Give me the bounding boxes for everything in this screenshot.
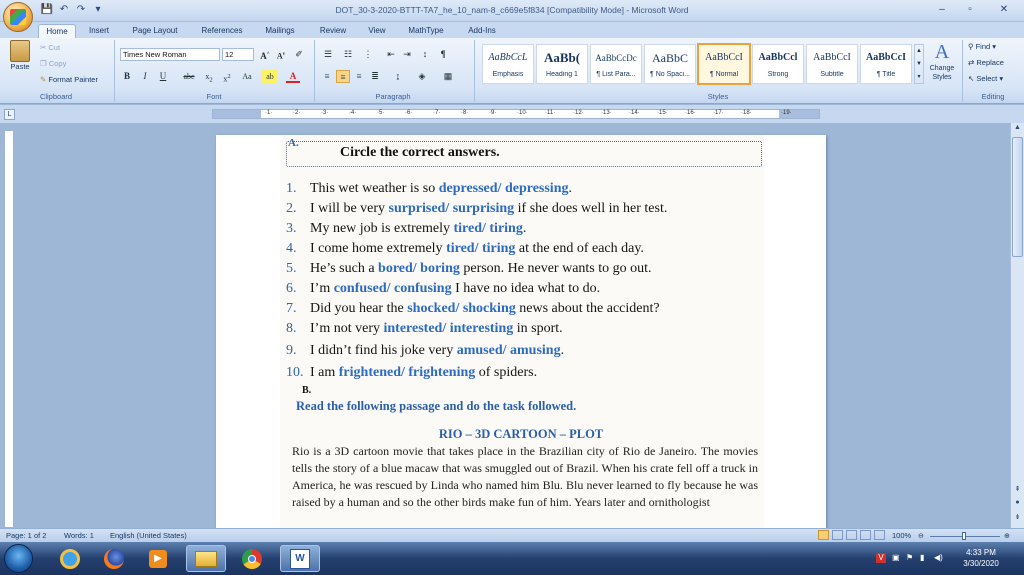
change-case-icon[interactable]: Aa bbox=[242, 72, 252, 81]
strikethrough-icon[interactable]: abc bbox=[183, 72, 195, 81]
font-name-box[interactable]: Times New Roman bbox=[120, 48, 220, 61]
tab-selector[interactable]: L bbox=[4, 109, 15, 120]
borders-icon[interactable]: ▦ bbox=[443, 71, 453, 81]
question-text: This wet weather is so bbox=[310, 181, 439, 196]
question-text: I come home extremely bbox=[310, 241, 447, 256]
question-5 bbox=[286, 261, 652, 277]
separator bbox=[962, 40, 963, 102]
replace-icon: ⇄ bbox=[968, 58, 977, 67]
align-right-icon[interactable]: ≡ bbox=[356, 71, 362, 81]
full-screen-icon[interactable] bbox=[832, 530, 843, 540]
clock-date: 3/30/2020 bbox=[963, 559, 999, 568]
question-text: . bbox=[522, 221, 527, 236]
style-sample: AaBbC bbox=[652, 51, 688, 65]
style-name: Emphasis bbox=[492, 71, 524, 78]
find-button[interactable]: ⚲ Find ▾ bbox=[968, 42, 997, 51]
question-number: 10. bbox=[286, 365, 304, 380]
tab-add-ins[interactable]: Add-Ins bbox=[468, 26, 496, 35]
style-sample: AaBbCcI bbox=[813, 52, 851, 63]
answer-options: depressed/ depressing bbox=[438, 181, 569, 196]
question-number: 3. bbox=[286, 221, 297, 236]
question-number: 9. bbox=[286, 343, 297, 358]
style-name: ¶ List Para... bbox=[596, 71, 636, 78]
style-name: ¶ No Spaci... bbox=[650, 71, 690, 78]
explorer-icon[interactable] bbox=[186, 545, 226, 572]
tab-mailings[interactable]: Mailings bbox=[265, 26, 295, 35]
increase-indent-icon[interactable]: ⇥ bbox=[403, 49, 411, 59]
answer-options: interested/ interesting bbox=[383, 321, 514, 336]
select-button[interactable]: ↖ Select ▾ bbox=[968, 74, 1004, 83]
customize-qat-icon[interactable]: ▾ bbox=[95, 4, 101, 15]
italic-icon[interactable]: I bbox=[143, 71, 147, 81]
question-text: Did you hear the bbox=[310, 301, 408, 316]
question-2 bbox=[286, 201, 667, 217]
line-spacing-icon[interactable]: ↨ bbox=[395, 71, 401, 81]
style-sample: AaBb( bbox=[543, 50, 581, 65]
question-text: He’s such a bbox=[310, 261, 379, 276]
question-text: I will be very bbox=[310, 201, 389, 216]
copy-button[interactable] bbox=[40, 59, 66, 68]
ruler-ticks: ·1· ·2· ·3· ·4· ·5· ·6· ·7· ·8· ·9· ·10· ·11· ·12· ·13· ·14· ·15· ·16· ·17· ·18· ·19· bbox=[265, 110, 792, 116]
format-painter-button[interactable] bbox=[40, 75, 98, 84]
question-text: of spiders. bbox=[475, 365, 538, 380]
passage-title: RIO – 3D CARTOON – PLOT bbox=[438, 427, 604, 441]
print-layout-icon[interactable] bbox=[818, 530, 829, 540]
separator bbox=[114, 40, 115, 102]
tab-view[interactable]: View bbox=[368, 26, 386, 35]
style-name: Strong bbox=[767, 71, 789, 78]
question-text: in sport. bbox=[513, 321, 563, 336]
paragraph-group-label: Paragraph bbox=[375, 92, 411, 101]
answer-options: shocked/ shocking bbox=[407, 301, 516, 316]
binoculars-icon: ⚲ bbox=[968, 42, 976, 51]
change-styles-button[interactable] bbox=[926, 40, 958, 82]
word-icon[interactable]: W bbox=[280, 545, 320, 572]
answer-options: surprised/ surprising bbox=[388, 201, 515, 216]
shrink-font-icon[interactable]: $A^v$ bbox=[276, 51, 286, 61]
clipboard-icon bbox=[10, 40, 30, 62]
copy-icon: ❐ bbox=[40, 59, 49, 68]
question-9 bbox=[286, 343, 564, 359]
redo-icon[interactable]: ↷ bbox=[76, 4, 86, 15]
ie-icon[interactable] bbox=[50, 545, 90, 572]
question-text: if she does well in her test. bbox=[514, 201, 668, 216]
style-sample: AaBbCcI bbox=[865, 52, 906, 63]
question-text: I’m not very bbox=[310, 321, 384, 336]
style-name: Subtitle bbox=[820, 71, 844, 78]
language-indicator[interactable]: English (United States) bbox=[110, 531, 187, 540]
question-text: at the end of each day. bbox=[515, 241, 644, 256]
grow-font-icon[interactable]: A^ bbox=[260, 51, 270, 61]
underline-icon[interactable]: U bbox=[159, 71, 167, 81]
next-page-icon[interactable]: ⇟ bbox=[1014, 514, 1021, 521]
ribbon bbox=[0, 38, 1024, 104]
question-1 bbox=[286, 181, 572, 197]
style-heading-1[interactable] bbox=[536, 44, 588, 84]
copy-label: Copy bbox=[48, 59, 67, 68]
question-number: 1. bbox=[286, 181, 297, 196]
question-number: 2. bbox=[286, 201, 297, 216]
prev-page-icon[interactable]: ⇞ bbox=[1014, 486, 1021, 493]
section-a-title: Circle the correct answers. bbox=[340, 145, 500, 160]
maximize-button[interactable]: ▫ bbox=[968, 4, 972, 15]
passage-text: Rio is a 3D cartoon movie that takes place in the Brazilian city of Rio de Janeiro. The movies tells the story of a blue macaw that was smuggled out of Brazil. When his crate fell off a truck in America, he was rescued by Linda who named him Blu. Blu never learned to fly because he was raised by a human and so the other birds make fun of him. Years later and ornithologist bbox=[292, 444, 758, 509]
web-layout-icon[interactable] bbox=[846, 530, 857, 540]
question-number: 5. bbox=[286, 261, 297, 276]
sort-icon[interactable]: ↕ bbox=[422, 49, 428, 59]
ribbon-tabs bbox=[0, 22, 1024, 38]
scroll-thumb[interactable] bbox=[1012, 137, 1023, 257]
question-text: I have no idea what to do. bbox=[451, 281, 601, 296]
tab-insert[interactable]: Insert bbox=[88, 26, 109, 35]
section-b-letter: B. bbox=[302, 385, 312, 396]
bullets-icon[interactable]: ☰ bbox=[323, 49, 333, 59]
align-center-icon[interactable]: ≡ bbox=[336, 70, 350, 83]
view-buttons[interactable] bbox=[818, 530, 888, 540]
find-label: Find bbox=[975, 42, 991, 51]
scissors-icon: ✂ bbox=[40, 43, 49, 52]
align-left-icon[interactable]: ≡ bbox=[324, 71, 330, 81]
subscript-icon[interactable]: $x_2$ bbox=[205, 72, 213, 84]
question-text: . bbox=[568, 181, 572, 196]
answer-options: frightened/ frightening bbox=[338, 365, 476, 380]
title-bar bbox=[0, 0, 1024, 22]
action-center-icon[interactable]: ⚑ bbox=[906, 553, 914, 562]
browse-object-icon[interactable]: ● bbox=[1015, 499, 1020, 506]
vertical-scrollbar[interactable] bbox=[1010, 123, 1024, 528]
clipboard-group-label: Clipboard bbox=[39, 92, 73, 101]
zoom-out-icon[interactable]: ⊖ bbox=[918, 533, 924, 540]
document-area[interactable] bbox=[14, 123, 1010, 528]
justify-icon[interactable]: ≣ bbox=[371, 71, 379, 81]
zoom-in-icon[interactable]: ⊕ bbox=[1004, 533, 1010, 540]
change-styles-icon: A bbox=[934, 41, 950, 63]
question-text: I didn’t find his joke very bbox=[310, 343, 457, 358]
horizontal-ruler-bar bbox=[0, 105, 1024, 123]
separator bbox=[474, 40, 475, 102]
style-normal[interactable] bbox=[697, 43, 751, 85]
style-sample: AaBbCcL bbox=[488, 52, 528, 63]
tab-home[interactable]: Home bbox=[38, 24, 76, 38]
bold-icon[interactable]: B bbox=[123, 71, 130, 81]
style-name: ¶ Title bbox=[876, 71, 896, 78]
question-text: . bbox=[560, 343, 565, 358]
section-b-instruction: Read the following passage and do the task followed. bbox=[296, 399, 577, 413]
horizontal-ruler[interactable] bbox=[212, 109, 820, 119]
separator bbox=[314, 40, 315, 102]
question-text: My new job is extremely bbox=[310, 221, 454, 236]
shading-icon[interactable]: ◈ bbox=[418, 71, 426, 81]
status-bar bbox=[0, 528, 1024, 542]
numbering-icon[interactable]: ☷ bbox=[343, 49, 353, 59]
system-tray bbox=[864, 542, 1024, 575]
question-3 bbox=[286, 221, 526, 237]
volume-icon[interactable]: ◀) bbox=[934, 553, 943, 562]
clear-format-icon[interactable]: ✐ bbox=[295, 49, 303, 59]
vertical-ruler[interactable] bbox=[4, 130, 14, 528]
paste-label: Paste bbox=[10, 62, 30, 71]
question-7 bbox=[286, 301, 660, 317]
font-size-box[interactable]: 12 bbox=[222, 48, 254, 61]
tab-page-layout[interactable]: Page Layout bbox=[132, 26, 178, 35]
style-name: ¶ Normal bbox=[709, 71, 739, 78]
change-styles-label: Change Styles bbox=[929, 65, 955, 81]
question-4 bbox=[286, 241, 644, 257]
brush-icon: ✎ bbox=[40, 75, 49, 84]
style-list-paragraph[interactable] bbox=[590, 44, 642, 84]
highlight-icon[interactable]: ab bbox=[262, 70, 278, 83]
question-6 bbox=[286, 281, 600, 297]
tab-review[interactable]: Review bbox=[319, 26, 347, 35]
word-count[interactable]: Words: 1 bbox=[64, 531, 94, 540]
document-page[interactable] bbox=[216, 135, 826, 528]
superscript-icon[interactable]: $x^2$ bbox=[223, 73, 231, 84]
zoom-slider[interactable] bbox=[918, 532, 1014, 540]
question-text: I’m bbox=[310, 281, 334, 296]
font-color-icon[interactable]: A bbox=[286, 70, 300, 83]
editing-group-label: Editing bbox=[981, 92, 1005, 101]
taskbar bbox=[0, 542, 1024, 575]
format-painter-label: Format Painter bbox=[48, 75, 98, 84]
style-strong[interactable] bbox=[752, 44, 804, 84]
scroll-up-icon[interactable]: ▲ bbox=[1014, 124, 1021, 131]
tab-mathtype[interactable]: MathType bbox=[408, 26, 444, 35]
select-label: Select bbox=[976, 74, 998, 83]
antivirus-icon[interactable]: V bbox=[876, 553, 886, 563]
style-title[interactable] bbox=[860, 44, 912, 84]
question-number: 6. bbox=[286, 281, 297, 296]
media-player-icon[interactable]: ▶ bbox=[138, 545, 178, 572]
question-text: person. He never wants to go out. bbox=[459, 261, 652, 276]
cut-button[interactable] bbox=[40, 43, 60, 52]
window-title: DOT_30-3-2020-BTTT-TA7_he_10_nam-8_c669e5f834 [Compatibility Mode] - Microsoft Word bbox=[335, 5, 689, 15]
office-logo-icon bbox=[10, 9, 26, 25]
save-icon[interactable]: 💾 bbox=[40, 4, 54, 15]
style-subtitle[interactable] bbox=[806, 44, 858, 84]
zoom-thumb[interactable] bbox=[962, 532, 966, 540]
select-arrow-icon: ↖ bbox=[968, 74, 977, 83]
start-button[interactable] bbox=[4, 544, 33, 573]
style-emphasis[interactable] bbox=[482, 44, 534, 84]
draft-icon[interactable] bbox=[874, 530, 885, 540]
answer-options: tired/ tiring bbox=[453, 221, 523, 236]
question-number: 8. bbox=[286, 321, 297, 336]
question-10 bbox=[286, 365, 537, 381]
window-controls bbox=[928, 0, 1024, 20]
answer-options: amused/ amusing bbox=[456, 343, 561, 358]
styles-scroll-icon[interactable]: ▲ ▼ ▾ bbox=[914, 44, 924, 84]
zoom-level[interactable]: 100% bbox=[892, 531, 912, 540]
decrease-indent-icon[interactable]: ⇤ bbox=[387, 49, 395, 59]
question-8 bbox=[286, 321, 563, 337]
clock-time: 4:33 PM bbox=[966, 548, 996, 557]
replace-label: Replace bbox=[976, 58, 1004, 67]
style-sample: AaBbCcI bbox=[705, 52, 743, 63]
answer-options: bored/ boring bbox=[378, 261, 460, 276]
page-count[interactable]: Page: 1 of 2 bbox=[6, 531, 47, 540]
replace-button[interactable] bbox=[968, 58, 1004, 67]
style-no-spacing[interactable] bbox=[644, 44, 696, 84]
show-marks-icon[interactable]: ¶ bbox=[440, 49, 446, 59]
style-sample: AaBbCcDc bbox=[595, 53, 637, 63]
tab-references[interactable]: References bbox=[201, 26, 243, 35]
question-number: 4. bbox=[286, 241, 297, 256]
undo-icon[interactable]: ↶ bbox=[59, 4, 69, 15]
question-number: 7. bbox=[286, 301, 297, 316]
multilevel-list-icon[interactable]: ⋮ bbox=[363, 49, 373, 59]
font-group-label: Font bbox=[206, 92, 222, 101]
style-name: Heading 1 bbox=[546, 71, 578, 78]
signal-icon[interactable]: ▮ bbox=[920, 553, 925, 562]
chrome-icon[interactable] bbox=[232, 545, 272, 572]
answer-options: confused/ confusing bbox=[333, 281, 452, 296]
cut-label: Cut bbox=[48, 43, 61, 52]
office-button[interactable] bbox=[3, 2, 33, 32]
clock[interactable] bbox=[956, 547, 1006, 569]
styles-group-label: Styles bbox=[707, 92, 729, 101]
outline-icon[interactable] bbox=[860, 530, 871, 540]
question-text: news about the accident? bbox=[515, 301, 660, 316]
firefox-icon[interactable] bbox=[94, 545, 134, 572]
section-a-letter: A. bbox=[288, 137, 299, 149]
paste-button[interactable] bbox=[6, 40, 34, 80]
answer-options: tired/ tiring bbox=[446, 241, 516, 256]
question-text: I am bbox=[310, 365, 339, 380]
network-tray-icon[interactable]: ▣ bbox=[892, 553, 900, 562]
close-button[interactable]: ✕ bbox=[999, 4, 1009, 15]
minimize-button[interactable]: – bbox=[939, 4, 945, 15]
style-sample: AaBbCcl bbox=[758, 52, 798, 63]
